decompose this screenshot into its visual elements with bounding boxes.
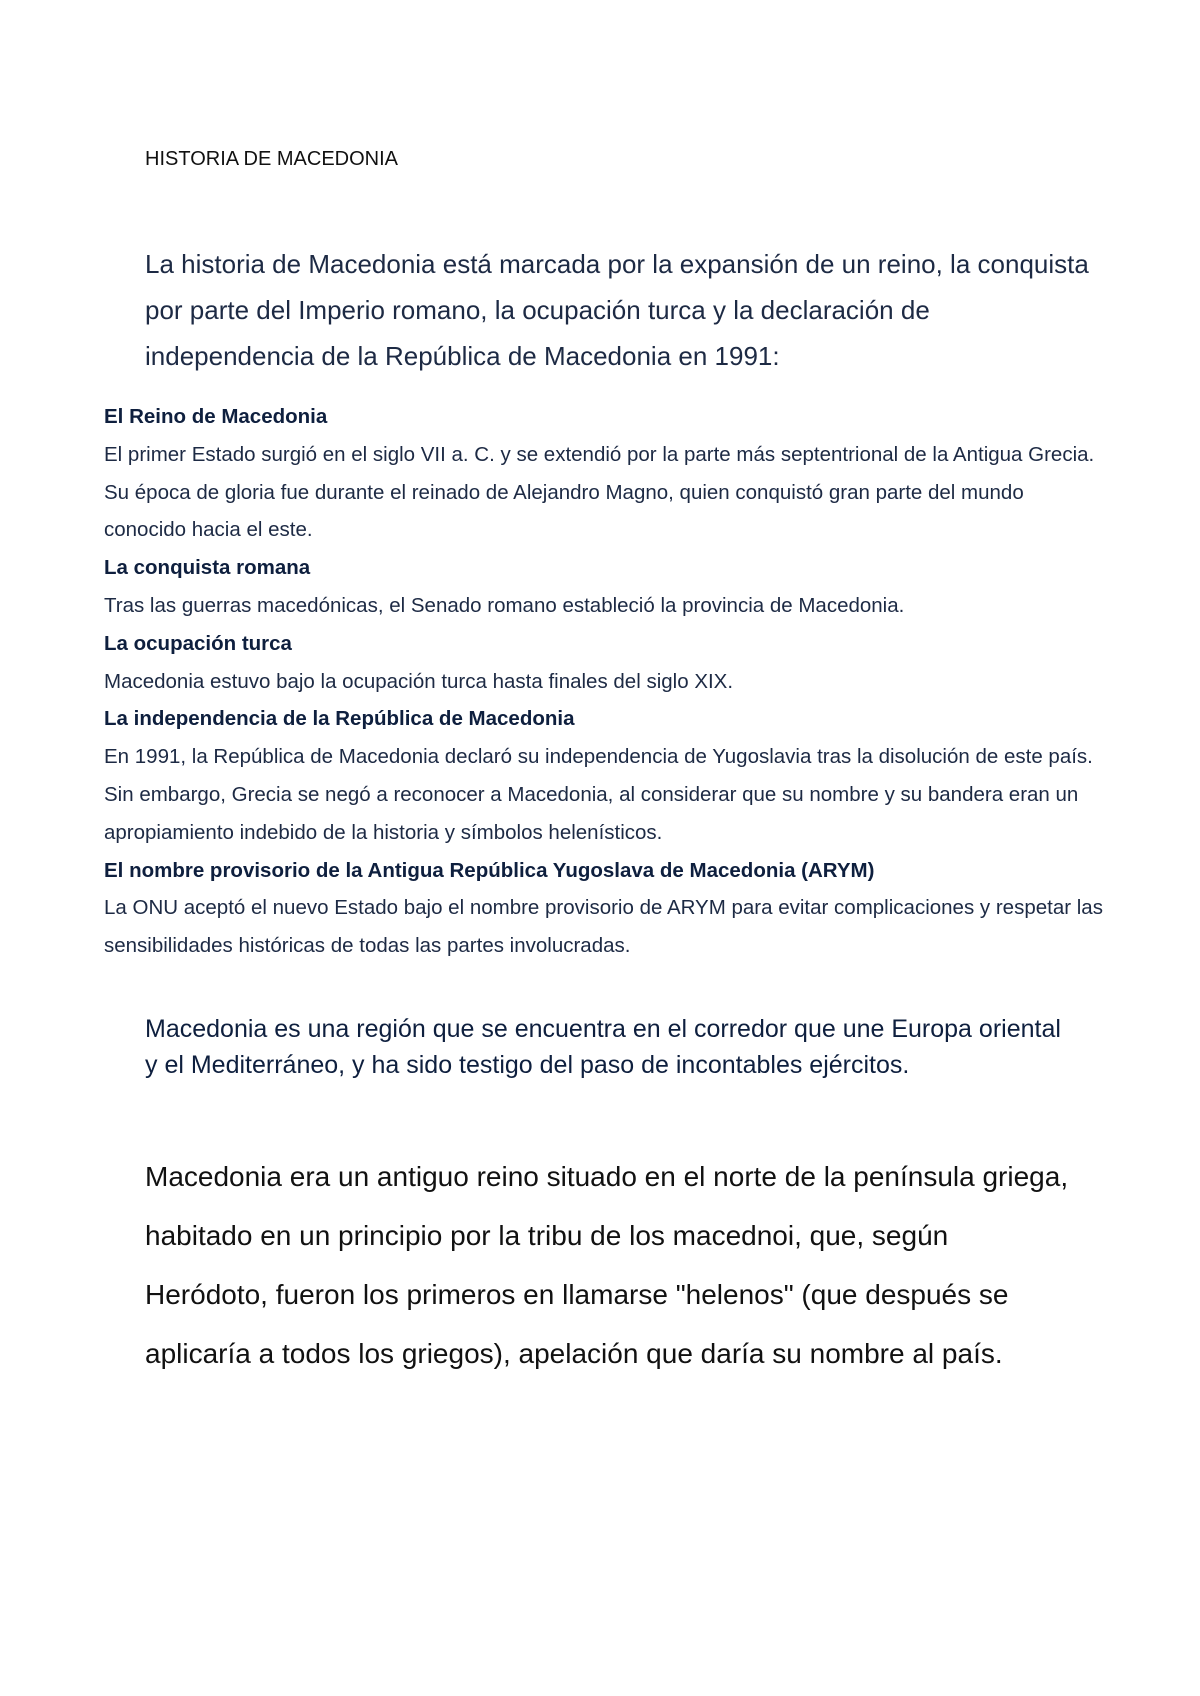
section-heading: El Reino de Macedonia: [104, 405, 328, 428]
section-reino: [104, 398, 1104, 549]
history-sections: [104, 398, 1104, 965]
section-heading: El nombre provisorio de la Antigua República Yugoslava de Macedonia (ARYM): [104, 858, 875, 882]
section-heading: La conquista romana: [104, 556, 311, 580]
section-body: La ONU aceptó el nuevo Estado bajo el nombre provisorio de ARYM para evitar complicaciones y respetar las sensibilidades históricas de todas las partes involucradas.: [104, 896, 1103, 958]
intro-paragraph: La historia de Macedonia está marcada por la expansión de un reino, la conquista por parte del Imperio romano, la ocupación turca y la declaración de independencia de la República de Macedonia en 1991:: [145, 249, 1089, 371]
section-body: Tras las guerras macedónicas, el Senado romano estableció la provincia de Macedonia.: [104, 593, 905, 617]
document-title: HISTORIA DE MACEDONIA: [145, 148, 399, 170]
section-body: En 1991, la República de Macedonia declaró su independencia de Yugoslavia tras la disolución de este país. Sin embargo, Grecia se negó a reconocer a Macedonia, al considerar que su nombre y su bandera eran un apropiamiento indebido de la historia y símbolos helenísticos.: [104, 745, 1093, 844]
section-ocupacion-turca: [104, 625, 1104, 701]
section-heading: La independencia de la República de Macedonia: [104, 707, 575, 731]
section-nombre-provisorio: [104, 852, 1104, 965]
corridor-paragraph: Macedonia es una región que se encuentra en el corredor que une Europa oriental y el Mediterráneo, y ha sido testigo del paso de incontables ejércitos.: [145, 1015, 1061, 1079]
section-conquista-romana: [104, 549, 1104, 625]
section-heading: La ocupación turca: [104, 631, 292, 655]
ancient-kingdom-paragraph: Macedonia era un antiguo reino situado en el norte de la península griega, habitado en un principio por la tribu de los macednoi, que, según Heródoto, fueron los primeros en llamarse "helenos" (que después se aplicaría a todos los griegos), apelación que daría su nombre al país.: [145, 1161, 1069, 1369]
section-body: Macedonia estuvo bajo la ocupación turca hasta finales del siglo XIX.: [104, 669, 734, 693]
section-independencia: [104, 700, 1104, 851]
section-body: El primer Estado surgió en el siglo VII a. C. y se extendió por la parte más septentrional de la Antigua Grecia. Su época de gloria fue durante el reinado de Alejandro Magno, quien conquistó gran parte del mundo conocido hacia el este.: [104, 442, 1095, 542]
